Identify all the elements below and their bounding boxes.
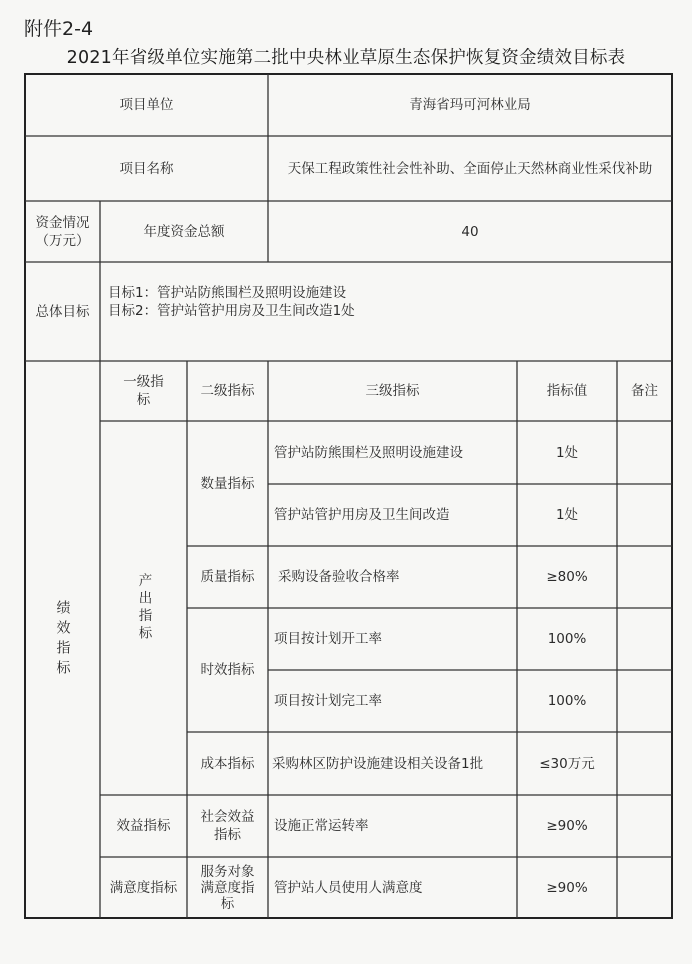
header-value: 指标值	[546, 383, 588, 399]
timeliness-indicator: 时效指标	[200, 662, 255, 678]
quantity-row-2-value: 1处	[555, 507, 579, 523]
quantity-row-1-value: 1处	[555, 444, 579, 461]
time-row-1-value: 100%	[547, 631, 587, 647]
satisfaction-indicator: 满意度指标	[109, 879, 178, 896]
page-title: 2021年省级单位实施第二批中央林业草原生态保护恢复资金绩效目标表	[66, 48, 626, 68]
quantity-row-1-name: 管护站防熊围栏及照明设施建设	[274, 444, 463, 461]
quality-row-1-value: ≥80%	[546, 569, 588, 585]
header-level1: 一级指标	[123, 374, 164, 408]
quantity-indicator: 数量指标	[200, 475, 255, 492]
header-level3: 三级指标	[365, 383, 420, 399]
output-indicator: 产出指标	[135, 573, 152, 643]
project-name-label: 项目名称	[119, 160, 174, 177]
project-name-value: 天保工程政策性社会性补助、全面停止天然林商业性采伐补助	[287, 160, 653, 177]
benefit-row-1-name: 设施正常运转率	[274, 818, 369, 834]
attachment-label: 附件2-4	[24, 18, 94, 40]
funding-sublabel: 年度资金总额	[143, 223, 225, 240]
cost-row-1-name: 采购林区防护设施建设相关设备1批	[272, 755, 484, 772]
quality-indicator: 质量指标	[200, 569, 255, 585]
service-satisfaction-indicator: 服务对象满意度指标	[200, 863, 255, 912]
funding-value: 40	[461, 223, 479, 240]
satisfaction-row-1-name: 管护站人员使用人满意度	[274, 879, 423, 896]
goal-line-2: 目标2：管护站管护用房及卫生间改造1处	[108, 303, 355, 319]
social-benefit-indicator: 社会效益指标	[200, 809, 255, 843]
quantity-row-2-name: 管护站管护用房及卫生间改造	[274, 507, 450, 523]
benefit-row-1-value: ≥90%	[546, 818, 588, 834]
quality-row-1-name: 采购设备验收合格率	[278, 569, 400, 585]
benefit-indicator: 效益指标	[116, 818, 171, 834]
overall-goal-content	[100, 262, 672, 361]
overall-goal-label: 总体目标	[35, 303, 90, 320]
satisfaction-row-1-value: ≥90%	[546, 879, 588, 896]
funding-label: 资金情况（万元）	[35, 214, 90, 249]
cost-row-1-value: ≤30万元	[539, 755, 595, 772]
goal-line-1: 目标1：管护站防熊围栏及照明设施建设	[108, 285, 347, 301]
time-row-2-name: 项目按计划完工率	[274, 693, 382, 709]
project-unit-label: 项目单位	[119, 97, 174, 113]
time-row-1-name: 项目按计划开工率	[274, 631, 382, 647]
time-row-2-value: 100%	[547, 693, 587, 709]
header-remark: 备注	[631, 383, 658, 399]
header-level2: 二级指标	[200, 383, 255, 399]
project-unit-value: 青海省玛可河林业局	[409, 97, 531, 113]
cost-indicator: 成本指标	[200, 755, 255, 772]
performance-label: 绩效指标	[54, 599, 71, 680]
